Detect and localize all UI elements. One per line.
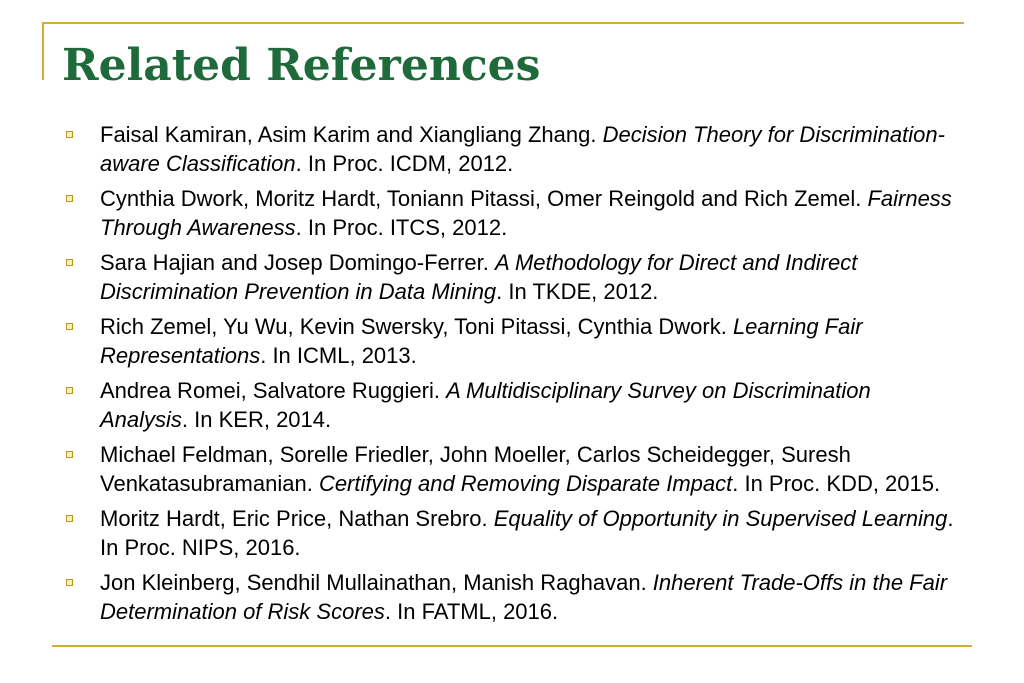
reference-authors: Jon Kleinberg, Sendhil Mullainathan, Manish Raghavan. bbox=[100, 570, 653, 595]
reference-authors: Cynthia Dwork, Moritz Hardt, Toniann Pitassi, Omer Reingold and Rich Zemel. bbox=[100, 186, 868, 211]
reference-title: Equality of Opportunity in Supervised Learning bbox=[493, 506, 948, 531]
reference-venue: . In Proc. ITCS, 2012. bbox=[295, 215, 508, 240]
reference-venue: . In KER, 2014. bbox=[181, 407, 332, 432]
reference-title: A Methodology for Direct and Indirect Discrimination Prevention in Data Mining bbox=[100, 250, 858, 304]
reference-authors: Faisal Kamiran, Asim Karim and Xiangliang Zhang. bbox=[100, 122, 603, 147]
reference-authors: Michael Feldman, Sorelle Friedler, John Moeller, Carlos Scheidegger, Suresh Venkatasubramanian. bbox=[100, 442, 851, 496]
reference-title: Decision Theory for Discrimination-aware Classification bbox=[100, 122, 945, 176]
reference-venue: . In Proc. ICDM, 2012. bbox=[295, 151, 514, 176]
reference-authors: Moritz Hardt, Eric Price, Nathan Srebro. bbox=[100, 506, 494, 531]
square-bullet-icon bbox=[66, 323, 73, 330]
reference-authors: Rich Zemel, Yu Wu, Kevin Swersky, Toni Pitassi, Cynthia Dwork. bbox=[100, 314, 733, 339]
square-bullet-icon bbox=[66, 259, 73, 266]
reference-authors: Andrea Romei, Salvatore Ruggieri. bbox=[100, 378, 447, 403]
reference-item bbox=[62, 184, 962, 242]
reference-venue: . In Proc. KDD, 2015. bbox=[732, 471, 941, 496]
top-rule bbox=[42, 22, 964, 24]
reference-authors: Sara Hajian and Josep Domingo-Ferrer. bbox=[100, 250, 495, 275]
reference-venue: . In ICML, 2013. bbox=[260, 343, 417, 368]
reference-item bbox=[62, 312, 962, 370]
left-rule bbox=[42, 22, 44, 80]
square-bullet-icon bbox=[66, 579, 73, 586]
reference-item bbox=[62, 440, 962, 498]
reference-title: Learning Fair Representations bbox=[100, 314, 863, 368]
reference-title: Fairness Through Awareness bbox=[100, 186, 952, 240]
reference-title: Inherent Trade-Offs in the Fair Determination of Risk Scores bbox=[100, 570, 948, 624]
slide-title: Related References bbox=[62, 40, 541, 91]
reference-item bbox=[62, 248, 962, 306]
reference-item bbox=[62, 120, 962, 178]
reference-venue: . In Proc. NIPS, 2016. bbox=[100, 506, 954, 560]
square-bullet-icon bbox=[66, 451, 73, 458]
square-bullet-icon bbox=[66, 387, 73, 394]
reference-item bbox=[62, 376, 962, 434]
bottom-rule bbox=[52, 645, 972, 647]
reference-list bbox=[62, 120, 962, 632]
reference-item bbox=[62, 504, 962, 562]
square-bullet-icon bbox=[66, 131, 73, 138]
reference-venue: . In TKDE, 2012. bbox=[496, 279, 659, 304]
reference-venue: . In FATML, 2016. bbox=[384, 599, 559, 624]
square-bullet-icon bbox=[66, 515, 73, 522]
reference-title: A Multidisciplinary Survey on Discrimination Analysis bbox=[100, 378, 871, 432]
reference-item bbox=[62, 568, 962, 626]
reference-title: Certifying and Removing Disparate Impact bbox=[318, 471, 733, 496]
square-bullet-icon bbox=[66, 195, 73, 202]
